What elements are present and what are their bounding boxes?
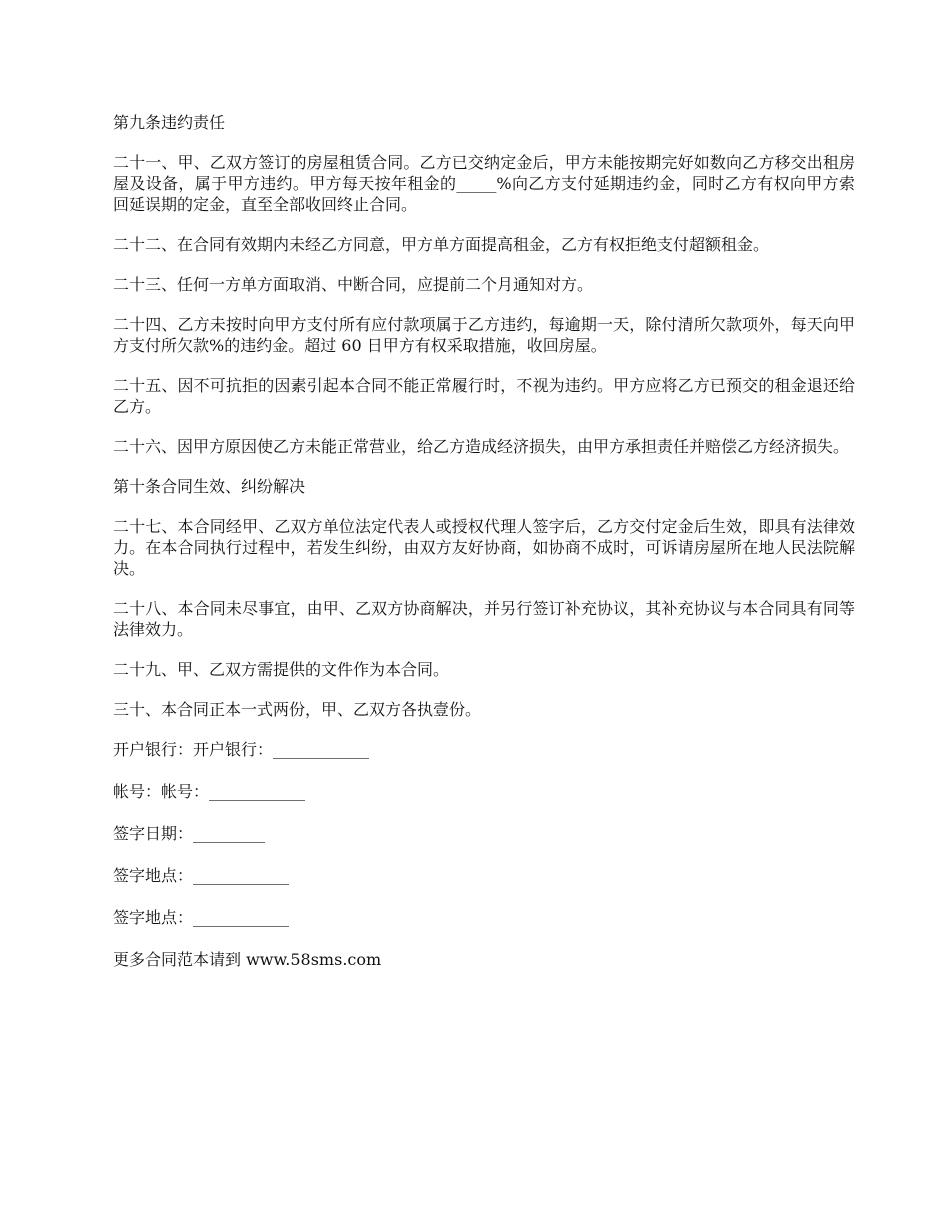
bank-field: 开户银行：开户银行：____________ [113,740,370,759]
clause-29: 二十九、甲、乙双方需提供的文件作为本合同。 [113,660,450,679]
footer-link-text: 更多合同范本请到 www.58sms.com [113,950,382,969]
clause-25: 二十五、因不可抗拒的因素引起本合同不能正常履行时，不视为违约。甲方应将乙方已预交的租金退还给乙方。 [113,376,855,416]
clause-30: 三十、本合同正本一式两份，甲、乙双方各执壹份。 [113,700,482,719]
sign-place-field-1: 签字地点：____________ [113,866,290,885]
clause-21: 二十一、甲、乙双方签订的房屋租赁合同。乙方已交纳定金后，甲方未能按期完好如数向乙方移交出租房屋及设备，属于甲方违约。甲方每天按年租金的_____%向乙方支付延期违约金，同时乙方有权向甲方索回延误期的定金，直至全部收回终止合同。 [113,153,855,214]
clause-22: 二十二、在合同有效期内未经乙方同意，甲方单方面提高租金，乙方有权拒绝支付超额租金。 [113,235,770,254]
contract-page [113,112,855,991]
sign-place-field-2: 签字地点：____________ [113,908,290,927]
section-10-title: 第十条合同生效、纠纷解决 [113,477,306,496]
clause-26: 二十六、因甲方原因使乙方未能正常营业，给乙方造成经济损失，由甲方承担责任并赔偿乙方经济损失。 [113,437,850,456]
clause-27: 二十七、本合同经甲、乙双方单位法定代表人或授权代理人签字后，乙方交付定金后生效，即具有法律效力。在本合同执行过程中，若发生纠纷，由双方友好协商，如协商不成时，可诉请房屋所在地人民法院解决。 [113,517,855,578]
clause-23: 二十三、任何一方单方面取消、中断合同，应提前二个月通知对方。 [113,275,594,294]
sign-date-field: 签字日期：_________ [113,824,266,843]
account-field: 帐号：帐号：____________ [113,782,306,801]
section-9-title: 第九条违约责任 [113,113,226,132]
clause-24: 二十四、乙方未按时向甲方支付所有应付款项属于乙方违约，每逾期一天，除付清所欠款项外，每天向甲方支付所欠款%的违约金。超过 60 日甲方有权采取措施，收回房屋。 [113,315,855,355]
clause-28: 二十八、本合同未尽事宜，由甲、乙双方协商解决，并另行签订补充协议，其补充协议与本合同具有同等法律效力。 [113,599,855,639]
